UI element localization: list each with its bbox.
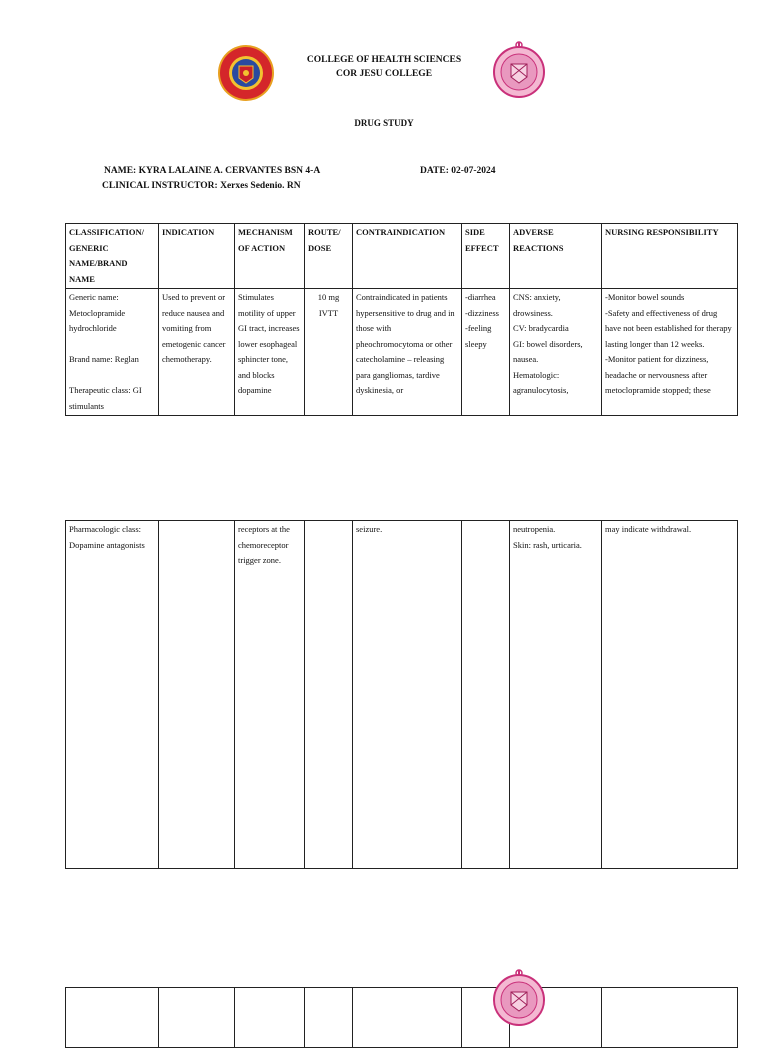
cell-adverse-reactions: neutropenia. Skin: rash, urticaria. <box>510 521 602 869</box>
drug-study-table <box>65 223 738 416</box>
cell-indication <box>159 521 235 869</box>
col-header-route-dose: ROUTE/ DOSE <box>305 224 353 289</box>
col-header-contraindication: CONTRAINDICATION <box>353 224 462 289</box>
drug-study-table-continued <box>65 520 738 869</box>
document-title: DRUG STUDY <box>354 118 414 128</box>
clinical-instructor-name: Xerxes Sedenio. RN <box>220 181 301 191</box>
cell-nursing-responsibility: may indicate withdrawal. <box>602 521 738 869</box>
col-header-nursing-responsibility: NURSING RESPONSIBILITY <box>602 224 738 289</box>
clinical-instructor <box>102 179 301 194</box>
health-sciences-seal <box>492 40 546 98</box>
table-row <box>66 289 738 416</box>
school-name: COR JESU COLLEGE <box>335 69 433 79</box>
cell-mechanism: Stimulates motility of upper GI tract, increases lower esophageal sphincter tone, and blocks dopamine <box>235 289 305 416</box>
cell-adverse-reactions: CNS: anxiety, drowsiness. CV: bradycardia GI: bowel disorders, nausea. Hematologic: agranulocytosis, <box>510 289 602 416</box>
table-row <box>66 988 738 1048</box>
table-header-row <box>66 224 738 289</box>
cell-side-effect: -diarrhea -dizziness -feeling sleepy <box>462 289 510 416</box>
cell-route-dose <box>305 521 353 869</box>
cell-classification: Generic name: Metoclopramide hydrochloride Brand name: Reglan Therapeutic class: GI stimulants <box>66 289 159 416</box>
col-header-mechanism: MECHANISM OF ACTION <box>235 224 305 289</box>
cell-side-effect <box>462 521 510 869</box>
cell-nursing-responsibility: -Monitor bowel sounds -Safety and effectiveness of drug have not been established for therapy lasting longer than 12 weeks. -Monitor patient for dizziness, headache or nervousness after metoclopramide stopped; these <box>602 289 738 416</box>
table-row <box>66 521 738 869</box>
col-header-classification: CLASSIFICATION/ GENERIC NAME/BRAND NAME <box>66 224 159 289</box>
clinical-instructor-label: CLINICAL INSTRUCTOR: <box>102 181 218 191</box>
study-date: DATE: 02-07-2024 <box>420 166 496 176</box>
col-header-indication: INDICATION <box>159 224 235 289</box>
cell-contraindication: Contraindicated in patients hypersensitive to drug and in those with pheochromocytoma or other catecholamine – releasing para gangliomas, tardive dyskinesia, or <box>353 289 462 416</box>
cell-mechanism: receptors at the chemoreceptor trigger zone. <box>235 521 305 869</box>
col-header-adverse-reactions: ADVERSE REACTIONS <box>510 224 602 289</box>
cell-route-dose: 10 mg IVTT <box>305 289 353 416</box>
drug-study-table-next-page <box>65 987 738 1048</box>
college-name: COLLEGE OF HEALTH SCIENCES <box>306 55 462 65</box>
student-name: NAME: KYRA LALAINE A. CERVANTES BSN 4-A <box>104 166 321 176</box>
health-sciences-seal-watermark <box>492 968 546 1026</box>
cell-classification: Pharmacologic class: Dopamine antagonists <box>66 521 159 869</box>
col-header-side-effect: SIDE EFFECT <box>462 224 510 289</box>
cell-contraindication: seizure. <box>353 521 462 869</box>
cell-indication: Used to prevent or reduce nausea and vomiting from emetogenic cancer chemotherapy. <box>159 289 235 416</box>
